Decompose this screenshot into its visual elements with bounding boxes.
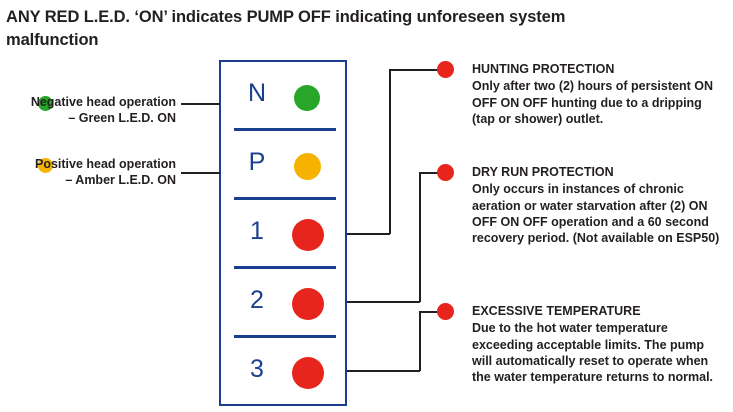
row-label-1: 1 — [250, 217, 264, 245]
callout-hunting-protection — [472, 61, 724, 127]
connector-temp-v — [419, 311, 421, 371]
connector-temp-h2 — [419, 311, 438, 313]
led-dry-run-protection-red — [292, 288, 324, 320]
callout-dry-run-protection — [472, 164, 724, 246]
row-label-2: 2 — [250, 286, 264, 314]
callout-temperature-title: EXCESSIVE TEMPERATURE — [472, 304, 641, 318]
callout-dryrun-title: DRY RUN PROTECTION — [472, 165, 614, 179]
panel-row — [221, 131, 345, 200]
panel-row — [221, 200, 345, 269]
callout-temperature-body: Due to the hot water temperature exceeding acceptable limits. The pump will automatically reset to operate when the water temperature returns to normal. — [472, 321, 714, 384]
row-label-p: P — [248, 148, 266, 176]
led-positive-head-amber — [294, 153, 321, 180]
row-label-n: N — [247, 79, 267, 107]
callout-hunting-title: HUNTING PROTECTION — [472, 62, 615, 76]
connector-hunting-h2 — [389, 69, 438, 71]
connector-negative-head — [181, 103, 220, 105]
bullet-dot-red-temperature — [437, 303, 454, 320]
bullet-dot-red-dryrun — [437, 164, 454, 181]
led-panel — [219, 60, 347, 406]
callout-dryrun-body: Only occurs in instances of chronic aeration or water starvation after (2) ON OFF ON OFF operation and a 60 second recovery period. (Not available on ESP50) — [472, 182, 720, 245]
connector-dryrun-h2 — [419, 172, 438, 174]
connector-dryrun-v — [419, 172, 421, 302]
connector-hunting-h1 — [347, 233, 390, 235]
bullet-dot-red-hunting — [437, 61, 454, 78]
panel-row — [221, 62, 345, 131]
callout-negative-head-line1: Negative head operation — [30, 95, 176, 109]
panel-row — [221, 338, 345, 407]
callout-positive-head-line2: – Amber L.E.D. ON — [65, 172, 176, 187]
connector-positive-head — [181, 172, 220, 174]
led-excessive-temperature-red — [292, 357, 324, 389]
callout-negative-head-line2: – Green L.E.D. ON — [68, 110, 176, 125]
led-hunting-protection-red — [292, 219, 324, 251]
connector-temp-h1 — [347, 370, 420, 372]
row-label-3: 3 — [250, 355, 264, 383]
callout-positive-head-line1: Positive head operation — [34, 157, 176, 171]
callout-excessive-temperature — [472, 303, 724, 385]
led-negative-head-green — [294, 85, 320, 111]
callout-negative-head — [0, 95, 176, 126]
callout-hunting-body: Only after two (2) hours of persistent ON OFF ON OFF hunting due to a dripping (tap or shower) outlet. — [472, 79, 713, 126]
connector-dryrun-h1 — [347, 301, 420, 303]
page-title: ANY RED L.E.D. ‘ON’ indicates PUMP OFF indicating unforeseen system malfunction — [6, 8, 566, 49]
callout-positive-head — [0, 157, 176, 188]
panel-row — [221, 269, 345, 338]
connector-hunting-v — [389, 69, 391, 234]
